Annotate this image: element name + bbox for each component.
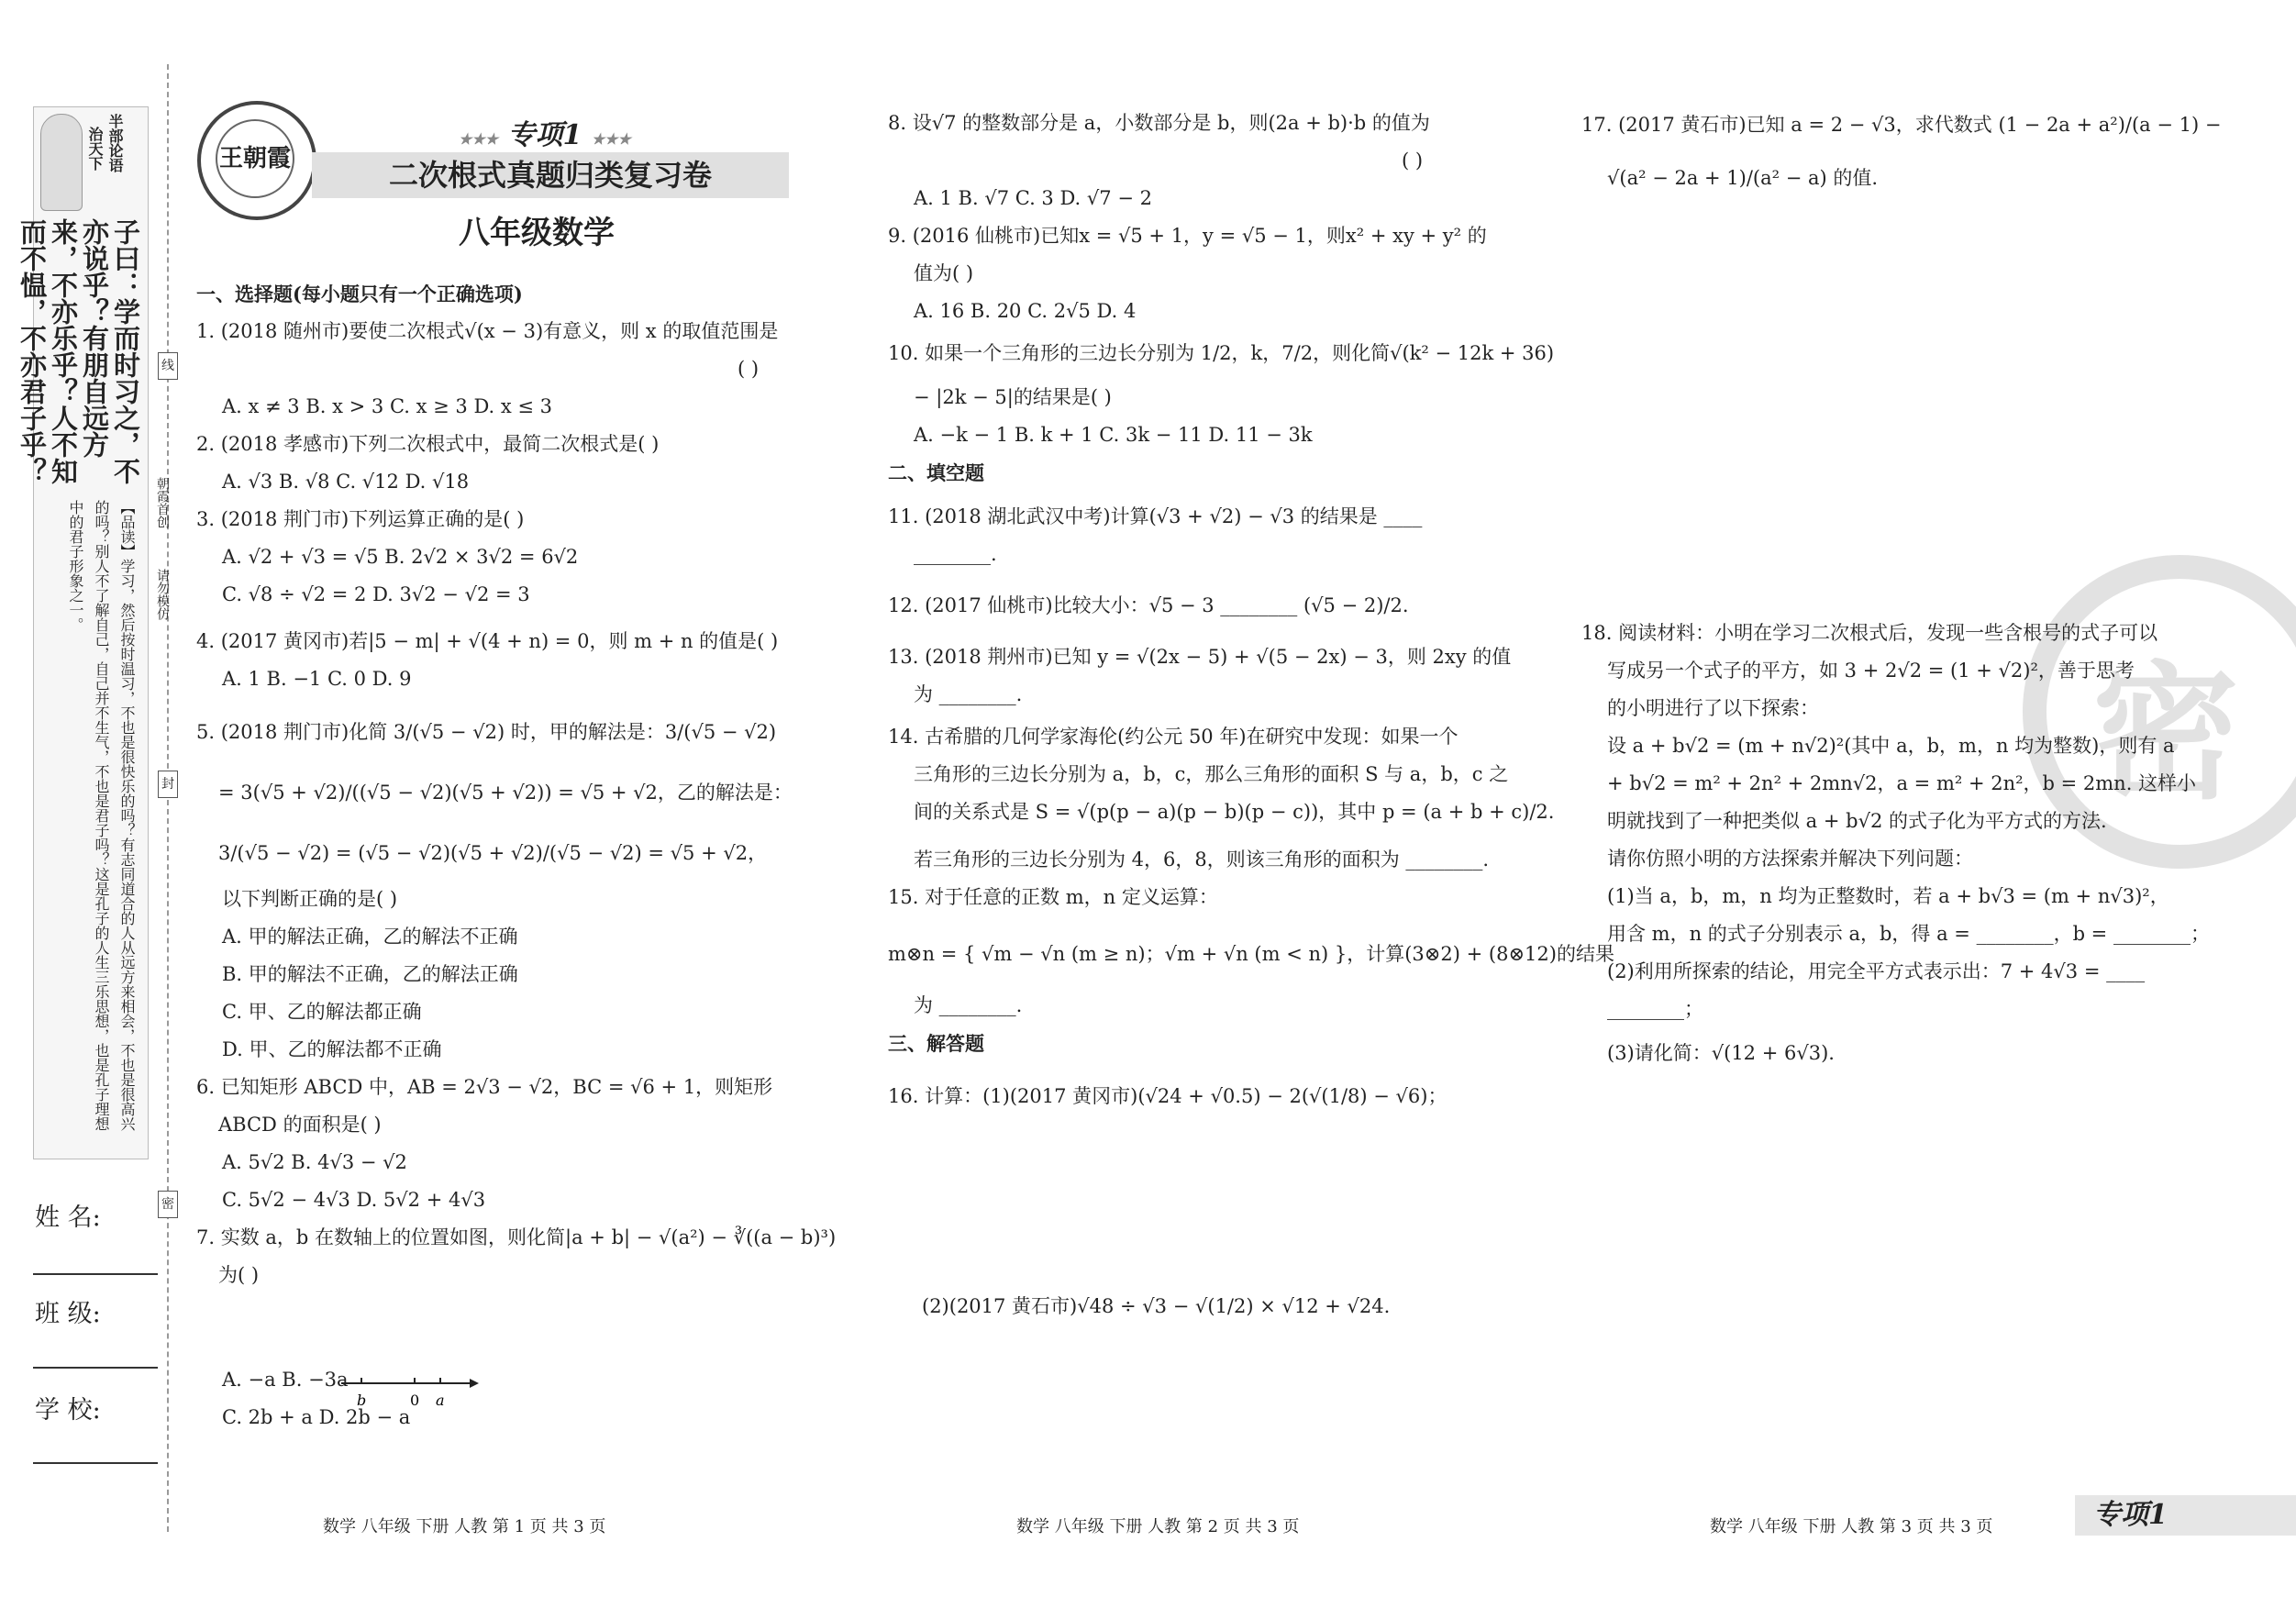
sidebar-motto-top (53, 114, 141, 216)
column-3-q18 (1581, 615, 2224, 1092)
text-line: 请你仿照小明的方法探索并解决下列问题： (1607, 848, 1973, 870)
text-line: 为 ________. (914, 683, 1023, 705)
text-line: 写成另一个式子的平方，如 3 + 2√2 = (1 + √2)²，善于思考 (1607, 660, 2135, 682)
special-label: 专项1 (507, 119, 582, 151)
side-note: 请勿模仿 (155, 569, 170, 620)
text-line: C. 5√2 − 4√3 D. 5√2 + 4√3 (222, 1189, 486, 1211)
class-line[interactable] (33, 1367, 158, 1369)
text-line: (3)请化简：√(12 + 6√3). (1607, 1042, 1835, 1064)
text-line: C. 2b + a D. 2b − a (222, 1406, 411, 1428)
text-line: 10. 如果一个三角形的三边长分别为 1/2，k，7/2，则化简√(k² − 12k + 36) (888, 342, 1555, 364)
logo-text: 王朝霞 (216, 119, 294, 198)
text-line: 以下判断正确的是( ) (222, 888, 398, 910)
text-line: 6. 已知矩形 ABCD 中，AB = 2√3 − √2，BC = √6 + 1，则矩形 (196, 1076, 773, 1098)
school-line[interactable] (33, 1462, 158, 1464)
text-line: A. 1 B. −1 C. 0 D. 9 (222, 668, 412, 690)
motto-top-line: 半部论语 (106, 114, 124, 172)
text-line: A. x ≠ 3 B. x > 3 C. x ≥ 3 D. x ≤ 3 (222, 395, 553, 417)
text-line: √(a² − 2a + 1)/(a² − a) 的值. (1607, 167, 1879, 189)
text-line: (2)利用所探索的结论，用完全平方式表示出：7 + 4√3 = ____ (1607, 960, 2146, 982)
text-line: 9. (2016 仙桃市)已知x = √5 + 1，y = √5 − 1，则x² + xy + y² 的 (888, 225, 1487, 247)
watermark-seal: 密 (2023, 555, 2296, 869)
text-line: 18. 阅读材料：小明在学习二次根式后，发现一些含根号的式子可以 (1581, 622, 2158, 644)
text-line: 间的关系式是 S = √(p(p − a)(p − b)(p − c))，其中 p = (a + b + c)/2. (914, 801, 1555, 823)
text-line: + b√2 = m² + 2n² + 2mn√2，a = m² + 2n²，b = 2mn. 这样小 (1607, 772, 2197, 794)
sidebar-pindu: 【品读】学习，然后按时温习，不也是很快乐的吗？有志同道合的人从远方来相会，不也是很高兴的吗？别人不了解自己，自己并不生气，不也是君子吗？这是孔子的人生三乐思想，也是孔子理想中的君子形象之一。 (67, 500, 136, 1131)
text-line: 若三角形的三边长分别为 4，6，8，则该三角形的面积为 ________. (914, 848, 1490, 871)
text-line: 14. 古希腊的几何学家海伦(约公元 50 年)在研究中发现：如果一个 (888, 726, 1459, 748)
footer-page-2: 数学 八年级 下册 人教 第 2 页 共 3 页 (1016, 1517, 1300, 1536)
numline-label-0: 0 (410, 1392, 420, 1409)
number-line-figure (341, 1367, 479, 1413)
text-line: = 3(√5 + √2)/((√5 − √2)(√5 + √2)) = √5 + √2，乙的解法是： (218, 782, 793, 804)
side-mark-mi: 密 (158, 1191, 178, 1218)
text-line: 13. (2018 荆州市)已知 y = √(2x − 5) + √(5 − 2x) − 3，则 2xy 的值 (888, 646, 1512, 668)
side-mark-xian: 线 (158, 352, 178, 380)
text-line: 5. (2018 荆门市)化简 3/(√5 − √2) 时，甲的解法是：3/(√5 − √2) (196, 721, 777, 743)
text-line: − |2k − 5|的结果是( ) (914, 386, 1112, 408)
text-line: C. √8 ÷ √2 = 2 D. 3√2 − √2 = 3 (222, 583, 530, 605)
text-line: 设 a + b√2 = (m + n√2)²(其中 a，b，m，n 均为整数)，则有 a (1607, 735, 2175, 757)
text-line: (1)当 a，b，m，n 均为正整数时，若 a + b√3 = (m + n√3)²， (1607, 885, 2169, 907)
text-line: 用含 m，n 的式子分别表示 a，b，得 a = ________，b = ________； (1607, 923, 2210, 945)
text-line: A. 1 B. √7 C. 3 D. √7 − 2 (914, 187, 1152, 209)
text-line: ABCD 的面积是( ) (218, 1114, 382, 1136)
text-line: ________； (1607, 998, 1703, 1020)
cut-line (167, 64, 169, 1532)
text-line: 1. (2018 随州市)要使二次根式√(x − 3)有意义，则 x 的取值范围是 (196, 320, 779, 342)
text-line: 4. (2017 黄冈市)若|5 − m| + √(4 + n) = 0，则 m + n 的值是( ) (196, 630, 779, 652)
paper-subtitle: 八年级数学 (459, 215, 615, 251)
text-line: A. −k − 1 B. k + 1 C. 3k − 11 D. 11 − 3k (914, 424, 1313, 446)
class-label: 班 级: (35, 1300, 101, 1328)
text-line: 为( ) (218, 1264, 260, 1286)
text-line: ( ) (738, 358, 760, 380)
footer-page-1: 数学 八年级 下册 人教 第 1 页 共 3 页 (323, 1517, 606, 1536)
text-line: C. 甲、乙的解法都正确 (222, 1001, 422, 1023)
text-line: 明就找到了一种把类似 a + b√2 的式子化为平方式的方法. (1607, 810, 2107, 832)
text-line: A. √3 B. √8 C. √12 D. √18 (222, 471, 470, 493)
name-label: 姓 名: (35, 1203, 101, 1232)
text-line: 一、选择题(每小题只有一个正确选项) (196, 283, 523, 305)
text-line: 二、填空题 (888, 461, 984, 484)
numline-label-a: a (436, 1392, 445, 1409)
text-line: 2. (2018 孝感市)下列二次根式中，最简二次根式是( ) (196, 433, 660, 455)
text-line: 8. 设√7 的整数部分是 a，小数部分是 b，则(2a + b)·b 的值为 (888, 112, 1430, 134)
school-label: 学 校: (35, 1396, 101, 1425)
text-line: ________. (914, 543, 997, 565)
text-line: 3. (2018 荆门市)下列运算正确的是( ) (196, 508, 525, 530)
footer-page-3: 数学 八年级 下册 人教 第 3 页 共 3 页 (1710, 1517, 1993, 1536)
text-line: A. −a B. −3a (222, 1369, 349, 1391)
column-2 (888, 105, 1614, 1114)
text-line: 15. 对于任意的正数 m，n 定义运算： (888, 886, 1218, 908)
text-line: 值为( ) (914, 262, 974, 284)
numline-label-b: b (357, 1392, 367, 1409)
brand-logo (197, 101, 316, 220)
text-line: 7. 实数 a，b 在数轴上的位置如图，则化简|a + b| − √(a²) − ∛((a − b)³) (196, 1226, 837, 1248)
text-line: ( ) (1402, 150, 1424, 172)
question-16-part-2: (2)(2017 黄石市)√48 ÷ √3 − √(1/2) × √12 + √24. (922, 1295, 1391, 1317)
text-line: A. 甲的解法正确，乙的解法不正确 (222, 926, 518, 948)
column-1 (196, 275, 837, 1486)
text-line: 12. (2017 仙桃市)比较大小：√5 − 3 ________ (√5 − 2)/2. (888, 594, 1409, 616)
paper-title: 二次根式真题归类复习卷 (312, 152, 789, 198)
footer-badge: 专项1 (2075, 1495, 2296, 1536)
star-icon: ★★★ (459, 130, 499, 148)
side-mark-feng: 封 (158, 771, 178, 798)
sidebar-motto: 子曰：学而时习之，不亦说乎？有朋自远方来，不亦乐乎？人不知而不愠，不亦君子乎？ (17, 218, 141, 484)
text-line: A. 16 B. 20 C. 2√5 D. 4 (914, 300, 1137, 322)
text-line: 11. (2018 湖北武汉中考)计算(√3 + √2) − √3 的结果是 ____ (888, 505, 1423, 527)
text-line: 三角形的三边长分别为 a，b，c，那么三角形的面积 S 与 a，b，c 之 (914, 763, 1509, 785)
text-line: m⊗n = { √m − √n (m ≥ n)；√m + √n (m < n) }，计算(3⊗2) + (8⊗12)的结果 (888, 943, 1614, 965)
motto-top-line: 治天下 (86, 127, 104, 171)
special-heading (459, 112, 631, 152)
star-icon: ★★★ (591, 130, 631, 148)
text-line: 三、解答题 (888, 1032, 984, 1055)
text-line: 为 ________. (914, 994, 1023, 1016)
text-line: B. 甲的解法不正确，乙的解法正确 (222, 963, 518, 985)
text-line: A. √2 + √3 = √5 B. 2√2 × 3√2 = 6√2 (222, 546, 579, 568)
text-line: A. 5√2 B. 4√3 − √2 (222, 1151, 407, 1173)
text-line: 3/(√5 − √2) = (√5 − √2)(√5 + √2)/(√5 − √2) = √5 + √2， (218, 842, 768, 864)
name-line[interactable] (33, 1273, 158, 1275)
text-line: D. 甲、乙的解法都不正确 (222, 1038, 442, 1060)
confucius-illustration (40, 114, 83, 211)
text-line: 的小明进行了以下探索： (1607, 697, 1819, 719)
side-note: 朝霞首创 (155, 477, 170, 528)
column-3-q17 (1581, 106, 2224, 216)
text-line: 17. (2017 黄石市)已知 a = 2 − √3，求代数式 (1 − 2a + a²)/(a − 1) − (1581, 114, 2222, 136)
text-line: 16. 计算：(1)(2017 黄冈市)(√24 + √0.5) − 2(√(1/8) − √6)； (888, 1085, 1447, 1107)
